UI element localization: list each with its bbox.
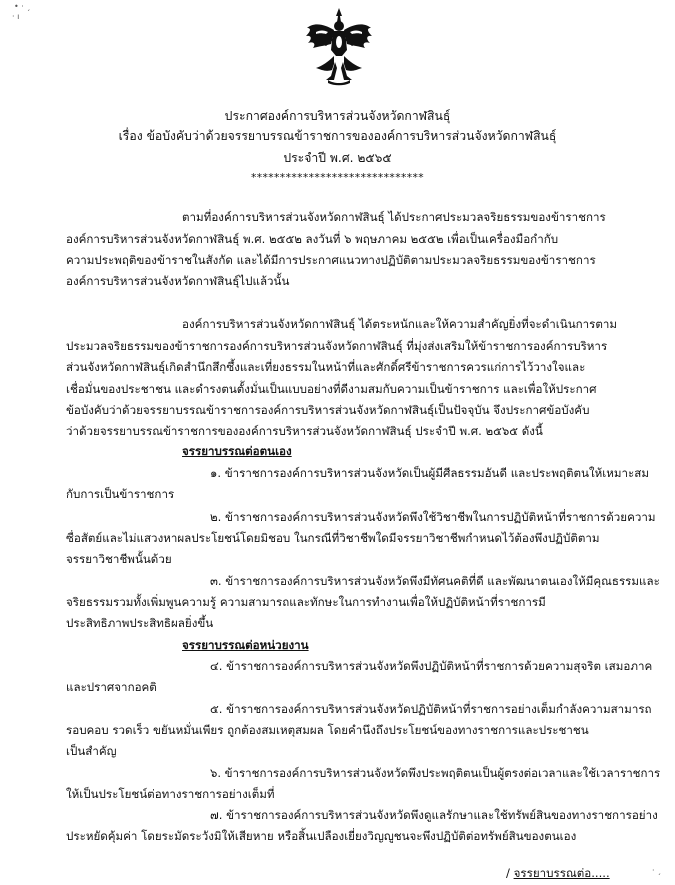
item-4-line: ๔. ข้าราชการองค์การบริหารส่วนจังหวัดพึงปฏิบัติหน้าที่ราชการด้วยความสุจริต เสมอภาค [210, 659, 653, 673]
section-heading-organization: จรรยาบรรณต่อหน่วยงาน [182, 638, 309, 652]
paragraph-1-line: องค์การบริหารส่วนจังหวัดกาฬสินธุ์ไปแล้วนั้น [66, 274, 290, 288]
scan-speck: · ˏ [652, 866, 662, 875]
item-3-line: จริยธรรมรวมทั้งเพิ่มพูนความรู้ ความสามารถและทักษะในการทำงานเพื่อให้ปฏิบัติหน้าที่ราชการมี [66, 595, 546, 609]
document-title: ประกาศองค์การบริหารส่วนจังหวัดกาฬสินธุ์ [224, 108, 451, 123]
document-year: ประจำปี พ.ศ. ๒๕๖๕ [283, 150, 392, 165]
scan-speck: · ı [12, 12, 20, 21]
item-3-line: ๓. ข้าราชการองค์การบริหารส่วนจังหวัดพึงมีทัศนคติที่ดี และพัฒนาตนเองให้มีคุณธรรมและ [210, 574, 660, 588]
paragraph-2-line: องค์การบริหารส่วนจังหวัดกาฬสินธุ์ ได้ตระหนักและให้ความสำคัญยิ่งที่จะดำเนินการตาม [182, 317, 618, 331]
section-heading-self: จรรยาบรรณต่อตนเอง [182, 444, 292, 458]
item-3-line: ประสิทธิภาพประสิทธิผลยิ่งขึ้น [66, 616, 214, 630]
item-2-line: ซื่อสัตย์และไม่แสวงหาผลประโยชน์โดยมิชอบ ในกรณีที่วิชาชีพใดมีจรรยาวิชาชีพกำหนดไว้ต้องพึงปฏิบัติตาม [66, 531, 600, 545]
paragraph-2-line: เชื่อมั่นของประชาชน และดำรงตนตั้งมั่นเป็นแบบอย่างที่ดีงามสมกับความเป็นข้าราชการ และเพื่อให้ประกาศ [66, 382, 597, 396]
item-1-line: ๑. ข้าราชการองค์การบริหารส่วนจังหวัดเป็นผู้มีศีลธรรมอันดี และประพฤติตนให้เหมาะสม [210, 466, 649, 480]
paragraph-2-line: ส่วนจังหวัดกาฬสินธุ์เกิดสำนึกสึกซึ้งและเที่ยงธรรมในหน้าที่และศักดิ์ศรีข้าราชการควรแก่การไว้วางใจและ [66, 360, 586, 374]
paragraph-2-line: ข้อบังคับว่าด้วยจรรยาบรรณข้าราชการองค์การบริหารส่วนจังหวัดกาฬสินธุ์เป็นปัจจุบัน จึงประกาศข้อบังคับ [66, 403, 590, 417]
continuation-text: จรรยาบรรณต่อ..... [513, 866, 610, 880]
scan-speck: • · ˏ [14, 2, 31, 11]
item-6-line: ๖. ข้าราชการองค์การบริหารส่วนจังหวัดพึงประพฤติตนเป็นผู้ตรงต่อเวลาและใช้เวลาราชการ [210, 766, 661, 780]
item-5-line: เป็นสำคัญ [66, 744, 117, 758]
header-separator-stars: ****************************** [250, 171, 425, 184]
item-2-line: ๒. ข้าราชการองค์การบริหารส่วนจังหวัดพึงใช้วิชาชีพในการปฏิบัติหน้าที่ราชการด้วยความ [210, 510, 656, 524]
paragraph-1-line: ตามที่องค์การบริหารส่วนจังหวัดกาฬสินธุ์ ได้ประกาศประมวลจริยธรรมของข้าราชการ [182, 210, 606, 224]
item-5-line: ๕. ข้าราชการองค์การบริหารส่วนจังหวัดปฏิบัติหน้าที่ราชการอย่างเต็มกำลังความสามารถ [210, 702, 652, 716]
paragraph-2-line: ประมวลจริยธรรมของข้าราชการองค์การบริหารส่วนจังหวัดกาฬสินธุ์ ที่มุ่งส่งเสริมให้ข้าราชการองค์การบริหาร [66, 339, 608, 353]
paragraph-2-line: ว่าด้วยจรรยาบรรณข้าราชการขององค์การบริหารส่วนจังหวัดกาฬสินธุ์ ประจำปี พ.ศ. ๒๕๖๕ ดังนี้ [66, 424, 543, 438]
continuation-slash: / [506, 866, 514, 880]
item-6-line: ให้เป็นประโยชน์ต่อทางราชการอย่างเต็มที่ [66, 787, 275, 801]
paragraph-1-line: ความประพฤติของข้าราชในสังกัด และได้มีการประกาศแนวทางปฏิบัติตามประมวลจริยธรรมของข้าราชการ [66, 253, 596, 267]
item-7-line: ๗. ข้าราชการองค์การบริหารส่วนจังหวัดพึงดูแลรักษาและใช้ทรัพย์สินของทางราชการอย่าง [210, 808, 658, 822]
item-1-line: กับการเป็นข้าราชการ [66, 487, 175, 501]
page-continuation [506, 866, 610, 881]
item-4-line: และปราศจากอคติ [66, 680, 157, 694]
paragraph-1-line: องค์การบริหารส่วนจังหวัดกาฬสินธุ์ พ.ศ. ๒๕๕๒ ลงวันที่ ๖ พฤษภาคม ๒๕๕๒ เพื่อเป็นเครื่องมือกำกับ [66, 232, 559, 246]
item-7-line: ประหยัดคุ้มค่า โดยระมัดระวังมิให้เสียหาย หรือสิ้นเปลืองเยี่ยงวิญญูชนจะพึงปฏิบัติต่อทรัพย์สินของตนเอง [66, 829, 577, 843]
document-subject: เรื่อง ข้อบังคับว่าด้วยจรรยาบรรณข้าราชการขององค์การบริหารส่วนจังหวัดกาฬสินธุ์ [118, 128, 557, 143]
item-5-line: รอบคอบ รวดเร็ว ขยันหมั่นเพียร ถูกต้องสมเหตุสมผล โดยคำนึงถึงประโยชน์ของทางราชการและประชาชน [66, 723, 589, 737]
item-2-line: จรรยาวิชาชีพนั้นด้วย [66, 552, 172, 566]
garuda-emblem-icon [304, 6, 374, 86]
